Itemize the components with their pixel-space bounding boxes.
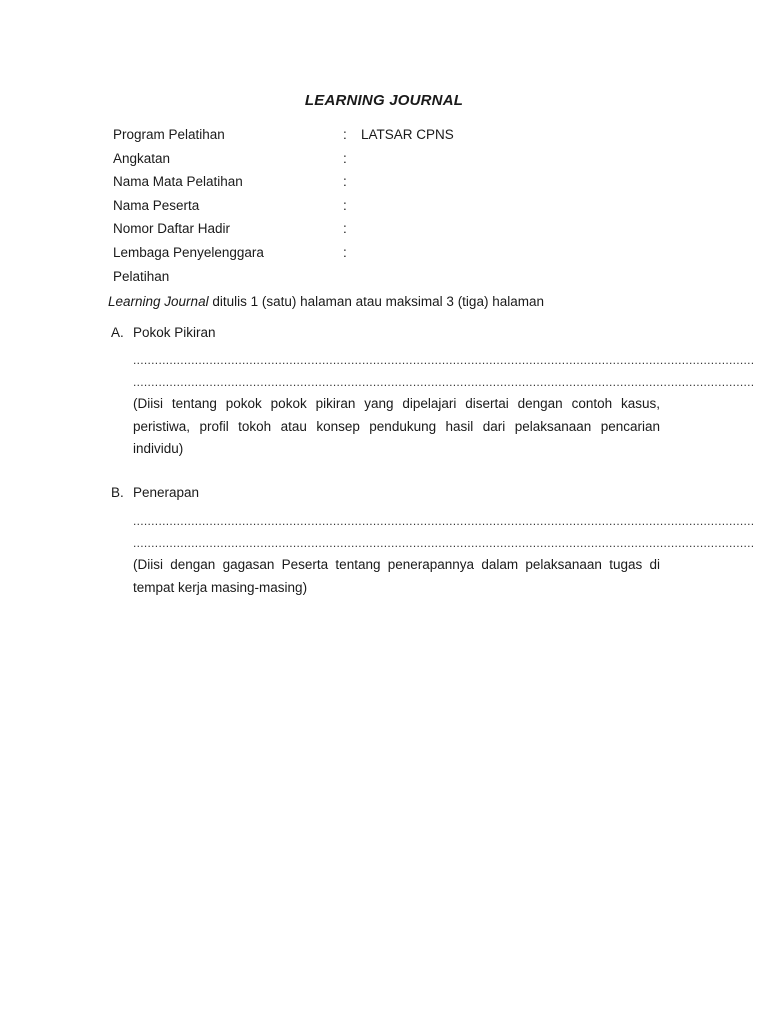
info-value — [361, 173, 673, 197]
section-description: (Diisi tentang pokok pokok pikiran yang dipelajari disertai dengan contoh kasus, peristiwa, profil tokoh atau konsep pendukung hasil dari pelaksanaan pencarian individu) — [133, 396, 660, 456]
section-title: Penerapan — [133, 485, 200, 500]
info-colon: : — [343, 150, 347, 166]
info-row-lembaga — [113, 244, 673, 268]
info-table — [113, 126, 673, 291]
info-value — [361, 197, 673, 221]
dotted-line: ........................................................................................................................................................................... — [133, 353, 755, 367]
info-label: Angkatan — [113, 150, 171, 166]
section-heading — [111, 324, 661, 342]
info-colon: : — [343, 221, 347, 237]
info-row-lembaga-continuation — [113, 268, 673, 292]
info-value — [361, 150, 673, 174]
section-pokok-pikiran — [111, 324, 755, 461]
info-value — [361, 220, 673, 244]
section-penerapan — [111, 484, 755, 599]
note-rest: ditulis 1 (satu) halaman atau maksimal 3 (tiga) halaman — [208, 294, 544, 309]
info-colon: : — [343, 127, 347, 142]
note-italic: Learning Journal — [108, 294, 209, 309]
info-row-nomor-daftar-hadir — [113, 220, 673, 244]
document-title: LEARNING JOURNAL — [304, 92, 464, 109]
info-label: Nomor Daftar Hadir — [113, 221, 231, 237]
info-colon: : — [343, 244, 347, 260]
info-label-continuation: Pelatihan — [113, 268, 170, 284]
dotted-line: ........................................................................................................................................................................... — [133, 375, 755, 389]
info-colon: : — [343, 174, 347, 190]
info-row-nama-peserta — [113, 197, 673, 221]
section-letter: A. — [111, 325, 124, 340]
info-row-mata-pelatihan — [113, 173, 673, 197]
section-letter: B. — [111, 485, 124, 500]
info-row-angkatan — [113, 150, 673, 174]
info-label: Nama Mata Pelatihan — [113, 174, 243, 190]
length-note — [108, 294, 668, 309]
section-body — [133, 349, 755, 461]
info-value — [361, 244, 673, 268]
info-label: Program Pelatihan — [113, 127, 225, 142]
section-body — [133, 510, 755, 599]
section-heading — [111, 484, 661, 502]
section-title: Pokok Pikiran — [133, 325, 216, 340]
info-value: LATSAR CPNS — [361, 127, 454, 142]
section-description: (Diisi dengan gagasan Peserta tentang penerapannya dalam pelaksanaan tugas di tempat kerja masing-masing) — [133, 557, 660, 595]
info-colon: : — [343, 197, 347, 213]
info-row-program — [113, 126, 673, 150]
dotted-line: ........................................................................................................................................................................... — [133, 536, 755, 550]
info-label: Nama Peserta — [113, 197, 200, 213]
info-label: Lembaga Penyelenggara — [113, 244, 264, 260]
dotted-line: ........................................................................................................................................................................... — [133, 514, 755, 528]
